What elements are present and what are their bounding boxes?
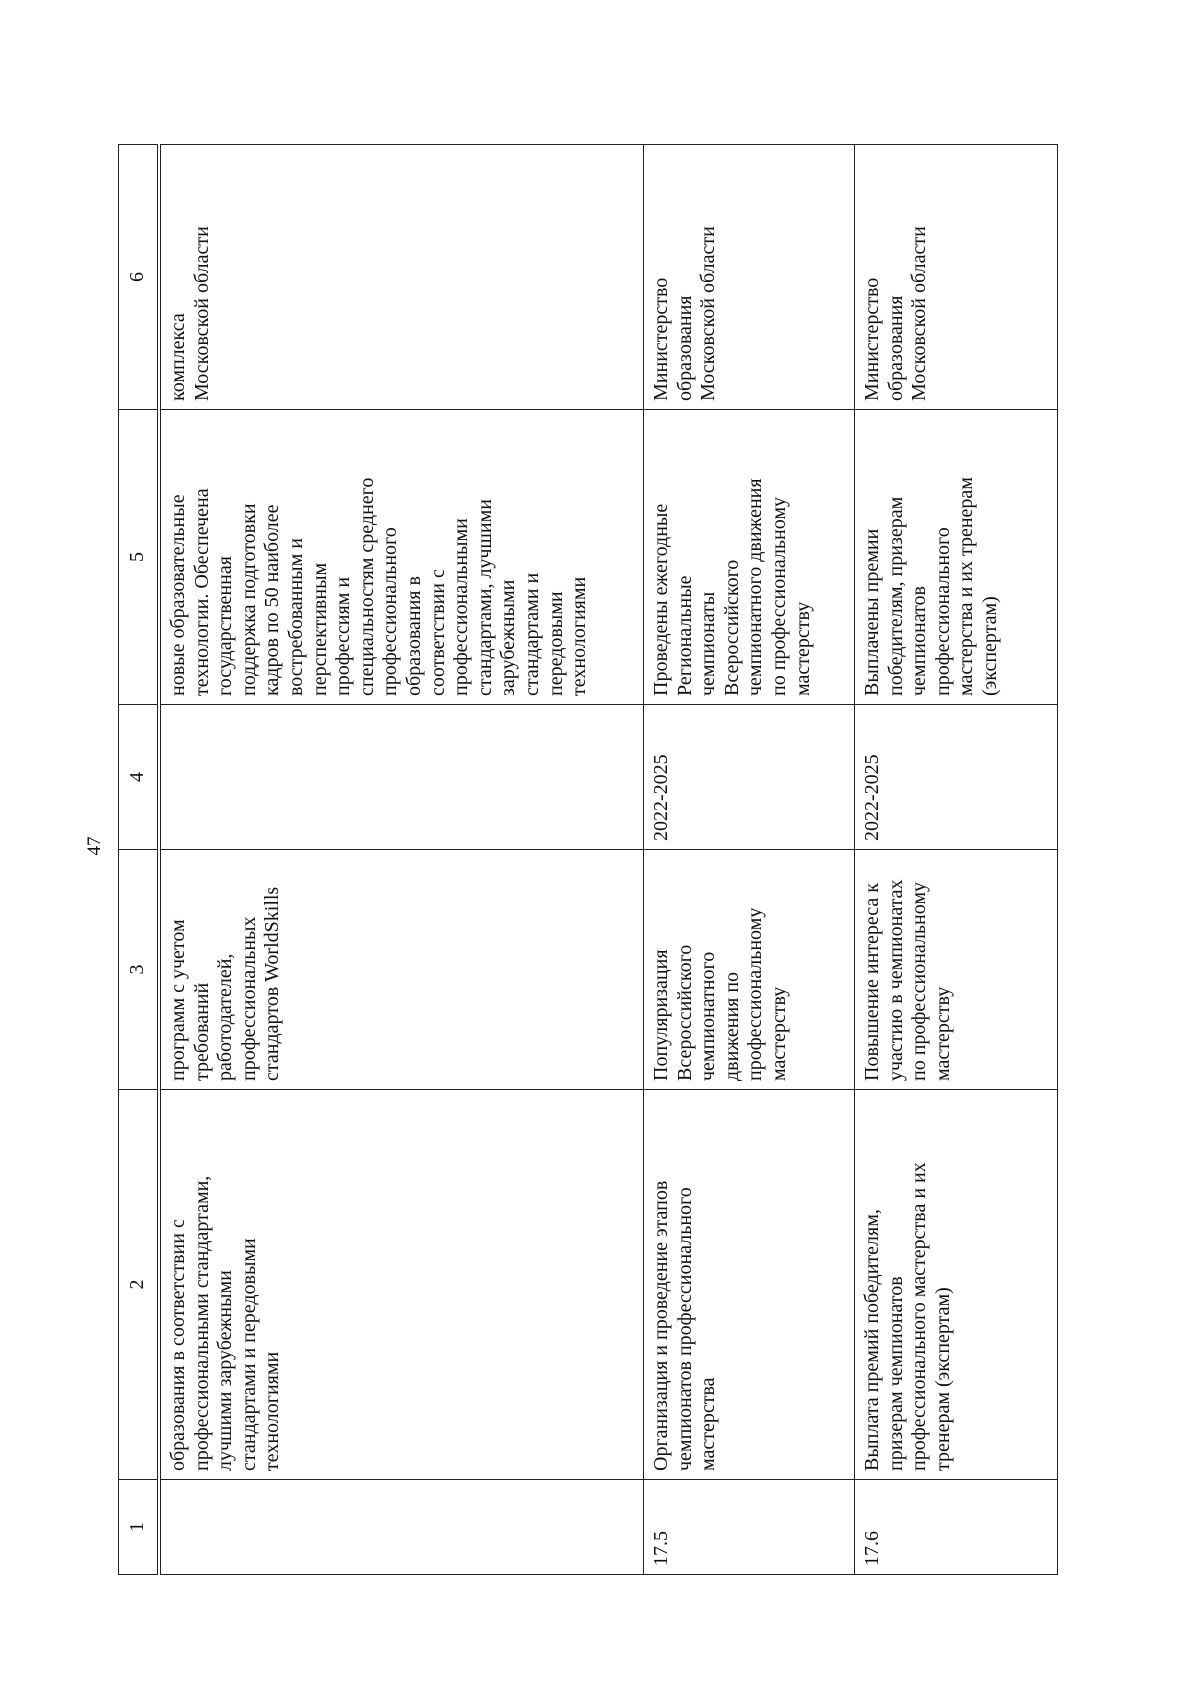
goal-cell: Популяризация Всероссийского чемпионатного движения по профессиональному мастерству — [644, 850, 855, 1090]
result-cell: новые образовательные технологии. Обеспечена государственная поддержка подготовки кадров по 50 наиболее востребованным и перспективным профессиям и специальностям среднего профессионального образования в соответствии с профессиональными стандартами, лучшими зарубежными стандартами и передовыми технологиями — [159, 410, 644, 705]
header-cell-4: 4 — [119, 705, 160, 850]
row-number-cell: 17.5 — [644, 1480, 855, 1575]
event-name-cell: Выплата премий победителям, призерам чемпионатов профессионального мастерства и их тренерам (экспертам) — [855, 1090, 1058, 1480]
goal-cell: программ с учетом требований работодателей, профессиональных стандартов WorldSkills — [159, 850, 644, 1090]
period-cell — [159, 705, 644, 850]
header-cell-2: 2 — [119, 1090, 160, 1480]
result-cell: Проведены ежегодные Региональные чемпионаты Всероссийского чемпионатного движения по профессиональному мастерству — [644, 410, 855, 705]
table-row — [644, 145, 855, 1575]
rotated-page-content — [118, 145, 1046, 1575]
page-number: 47 — [84, 836, 105, 856]
header-cell-5: 5 — [119, 410, 160, 705]
responsible-cell: комплекса Московской области — [159, 145, 644, 410]
row-number-cell — [159, 1480, 644, 1575]
header-cell-6: 6 — [119, 145, 160, 410]
table-header-row — [119, 145, 160, 1575]
program-table — [118, 144, 1058, 1575]
row-number-cell: 17.6 — [855, 1480, 1058, 1575]
event-name-cell: Организация и проведение этапов чемпионатов профессионального мастерства — [644, 1090, 855, 1480]
table-row — [855, 145, 1058, 1575]
period-cell: 2022-2025 — [644, 705, 855, 850]
header-cell-1: 1 — [119, 1480, 160, 1575]
period-cell: 2022-2025 — [855, 705, 1058, 850]
goal-cell: Повышение интереса к участию в чемпионатах по профессиональному мастерству — [855, 850, 1058, 1090]
responsible-cell: Министерство образования Московской области — [855, 145, 1058, 410]
event-name-cell: образования в соответствии с профессиональными стандартами, лучшими зарубежными стандартами и передовыми технологиями — [159, 1090, 644, 1480]
result-cell: Выплачены премии победителям, призерам чемпионатов профессионального мастерства и их тренерам (экспертам) — [855, 410, 1058, 705]
header-cell-3: 3 — [119, 850, 160, 1090]
table-row — [159, 145, 644, 1575]
responsible-cell: Министерство образования Московской области — [644, 145, 855, 410]
